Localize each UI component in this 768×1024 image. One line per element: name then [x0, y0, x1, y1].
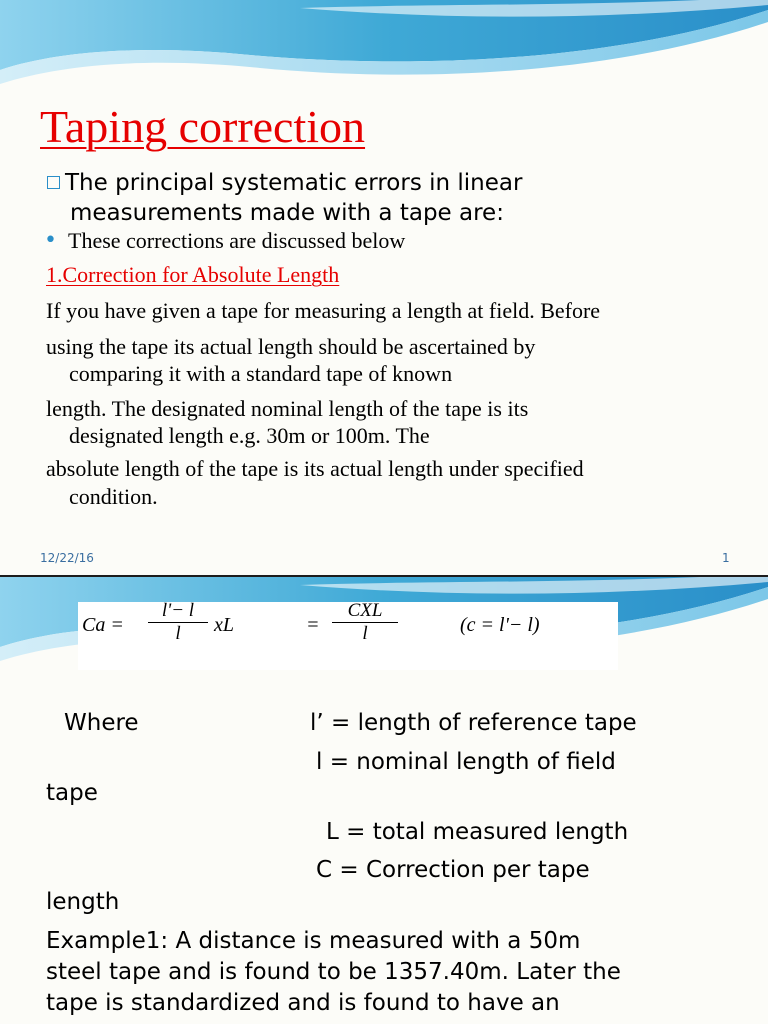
- definition-l-prime: l’ = length of reference tape: [310, 710, 637, 736]
- header-wave-decoration: [0, 0, 768, 90]
- example-line-2: steel tape and is found to be 1357.40m. Later the: [46, 959, 621, 985]
- formula-lhs: Ca =: [82, 614, 124, 636]
- definition-C: C = Correction per tape: [316, 857, 590, 883]
- bullet-text-1: [65, 168, 522, 228]
- definition-L: L = total measured length: [326, 819, 629, 845]
- formula-fraction-2: [332, 600, 398, 645]
- slide-page-number: 1: [722, 551, 730, 565]
- bullet-1-line-2: measurements made with a tape are:: [70, 200, 504, 226]
- paragraph-line-4: length. The designated nominal length of the tape is its: [46, 396, 529, 421]
- definition-l-continued: tape: [46, 780, 98, 806]
- formula-definition: (c = l'− l): [460, 614, 540, 636]
- paragraph-line-3: comparing it with a standard tape of known: [69, 361, 453, 386]
- formula-equals: =: [306, 614, 320, 636]
- fraction-2-numerator: CXL: [332, 600, 398, 623]
- square-bullet-icon: [47, 176, 60, 189]
- definition-C-continued: length: [46, 889, 120, 915]
- formula-image: [78, 602, 618, 670]
- bullet-1-line-1: The principal systematic errors in linear: [65, 170, 523, 196]
- slide-date: 12/22/16: [40, 551, 94, 565]
- section-heading: 1.Correction for Absolute Length: [46, 262, 340, 287]
- definition-l: l = nominal length of field: [316, 749, 616, 775]
- example-line-1: Example1: A distance is measured with a 50m: [46, 928, 581, 954]
- slide-title: Taping correction: [40, 101, 366, 152]
- bullet-text-2: These corrections are discussed below: [68, 228, 406, 253]
- formula-multiplier: xL: [214, 614, 234, 636]
- round-bullet-icon: •: [44, 228, 57, 253]
- slide-2: [0, 577, 768, 1024]
- formula-fraction-1: [148, 600, 208, 645]
- paragraph-line-6: absolute length of the tape is its actual length under specified: [46, 456, 584, 481]
- where-label: Where: [64, 710, 139, 736]
- fraction-2-denominator: l: [362, 623, 368, 644]
- paragraph-line-5: designated length e.g. 30m or 100m. The: [69, 423, 430, 448]
- fraction-1-denominator: l: [175, 623, 181, 644]
- paragraph-line-2: using the tape its actual length should be ascertained by: [46, 334, 536, 359]
- paragraph-line-1: If you have given a tape for measuring a length at field. Before: [46, 298, 601, 323]
- paragraph-line-7: condition.: [69, 484, 158, 509]
- example-line-3: tape is standardized and is found to have an: [46, 990, 560, 1016]
- fraction-1-numerator: l'− l: [148, 600, 208, 623]
